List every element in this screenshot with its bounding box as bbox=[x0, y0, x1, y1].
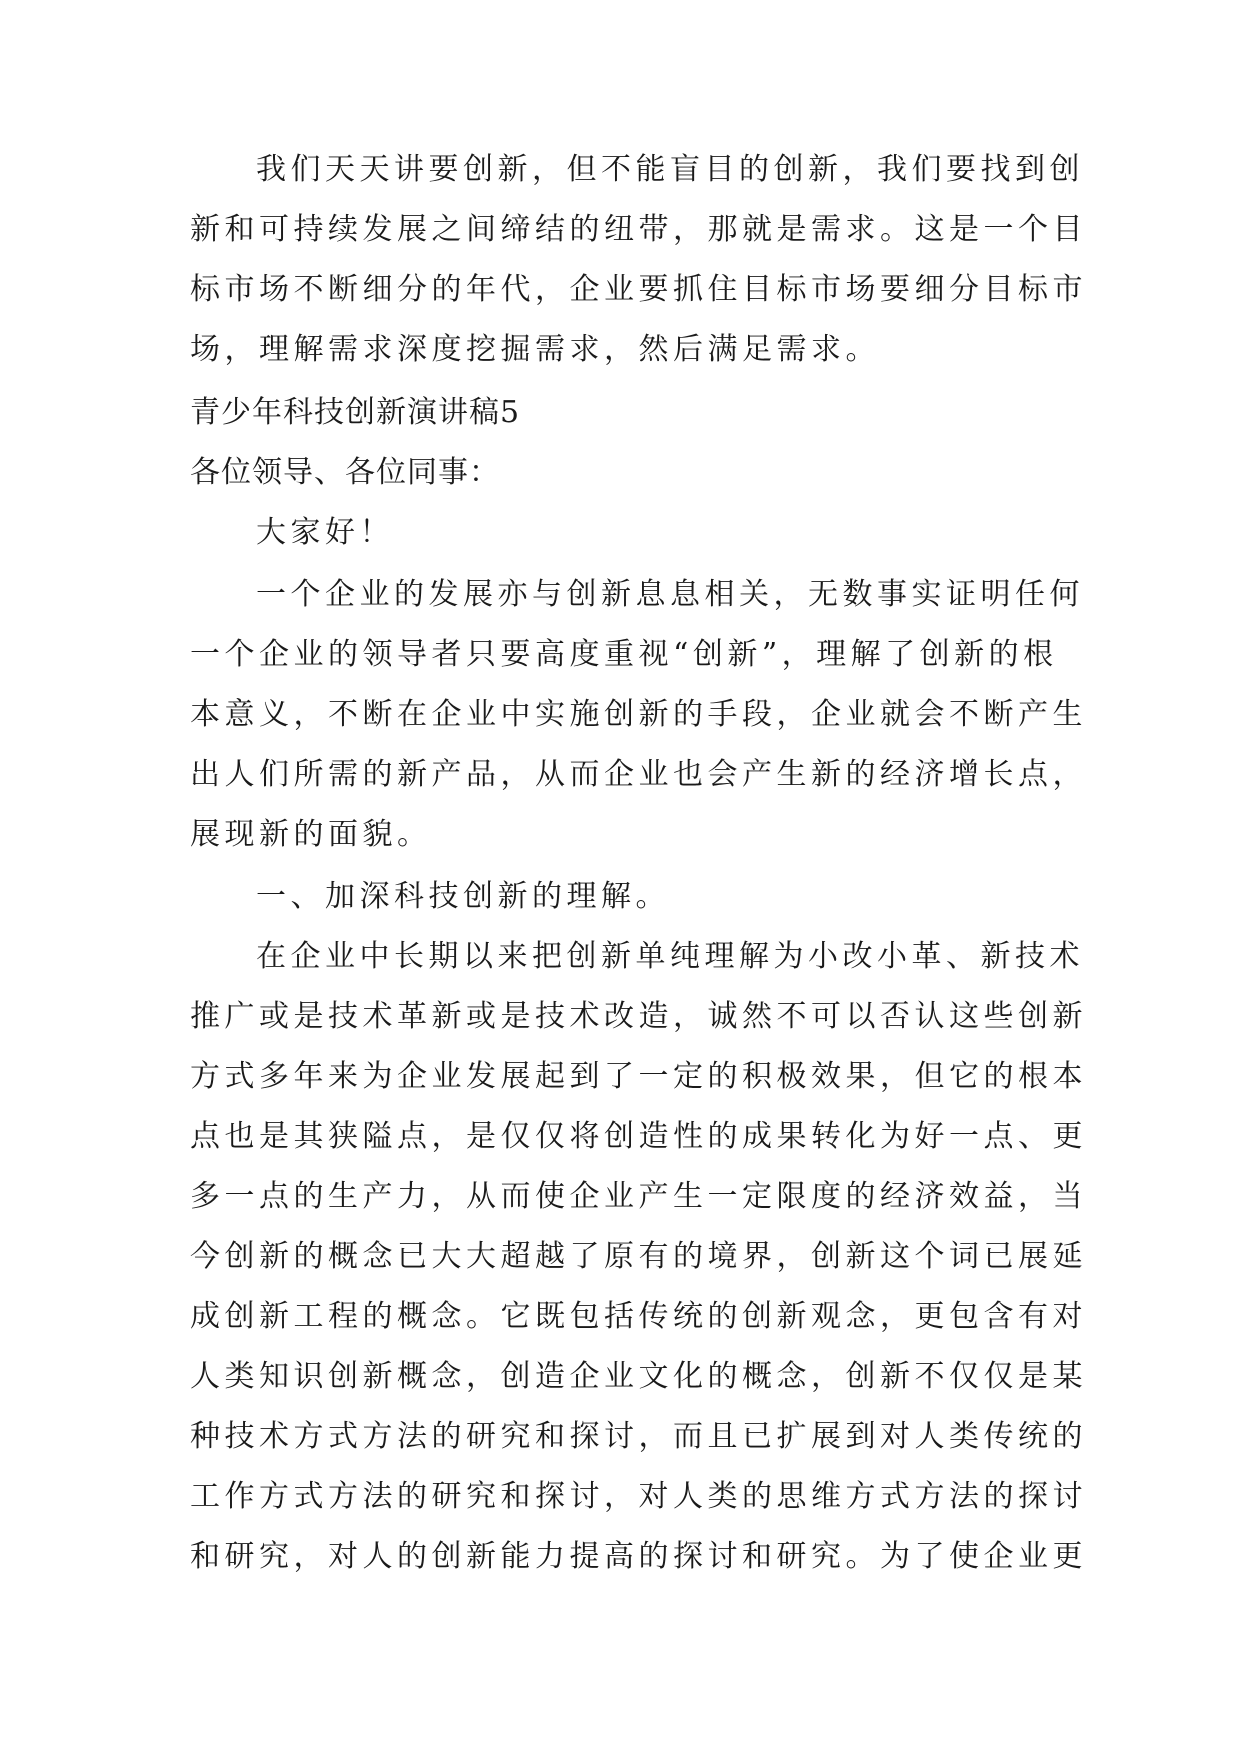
paragraph-line: 方式多年来为企业发展起到了一定的积极效果，但它的根本 bbox=[190, 1059, 1087, 1094]
paragraph-line: 工作方式方法的研究和探讨，对人类的思维方式方法的探讨 bbox=[190, 1479, 1087, 1514]
paragraph-line: 场，理解需求深度挖掘需求，然后满足需求。 bbox=[190, 332, 880, 367]
paragraph-line: 成创新工程的概念。它既包括传统的创新观念，更包含有对 bbox=[190, 1299, 1087, 1334]
paragraph-line: 出人们所需的新产品，从而企业也会产生新的经济增长点， bbox=[190, 757, 1087, 792]
paragraph-line: 多一点的生产力，从而使企业产生一定限度的经济效益，当 bbox=[190, 1179, 1087, 1214]
paragraph-line: 一个企业的领导者只要高度重视“创新”，理解了创新的根 bbox=[190, 637, 1058, 672]
paragraph-line: 新和可持续发展之间缔结的纽带，那就是需求。这是一个目 bbox=[190, 212, 1087, 247]
salutation: 各位领导、各位同事： bbox=[190, 455, 500, 490]
paragraph-line: 我们天天讲要创新，但不能盲目的创新，我们要找到创 bbox=[256, 152, 1084, 187]
paragraph-line: 推广或是技术革新或是技术改造，诚然不可以否认这些创新 bbox=[190, 999, 1087, 1034]
paragraph-line: 标市场不断细分的年代，企业要抓住目标市场要细分目标市 bbox=[190, 272, 1087, 307]
paragraph-line: 本意义，不断在企业中实施创新的手段，企业就会不断产生 bbox=[190, 697, 1087, 732]
subheading: 一、加深科技创新的理解。 bbox=[256, 879, 670, 914]
paragraph-line: 在企业中长期以来把创新单纯理解为小改小革、新技术 bbox=[256, 939, 1084, 974]
paragraph-line: 人类知识创新概念，创造企业文化的概念，创新不仅仅是某 bbox=[190, 1359, 1087, 1394]
paragraph-line: 展现新的面貌。 bbox=[190, 817, 432, 852]
paragraph-line: 和研究，对人的创新能力提高的探讨和研究。为了使企业更 bbox=[190, 1539, 1087, 1574]
paragraph-line: 点也是其狭隘点，是仅仅将创造性的成果转化为好一点、更 bbox=[190, 1119, 1087, 1154]
paragraph-line: 一个企业的发展亦与创新息息相关，无数事实证明任何 bbox=[256, 577, 1084, 612]
paragraph-line: 今创新的概念已大大超越了原有的境界，创新这个词已展延 bbox=[190, 1239, 1087, 1274]
greeting: 大家好！ bbox=[256, 515, 394, 550]
section-title: 青少年科技创新演讲稿5 bbox=[190, 395, 521, 430]
paragraph-line: 种技术方式方法的研究和探讨，而且已扩展到对人类传统的 bbox=[190, 1419, 1087, 1454]
